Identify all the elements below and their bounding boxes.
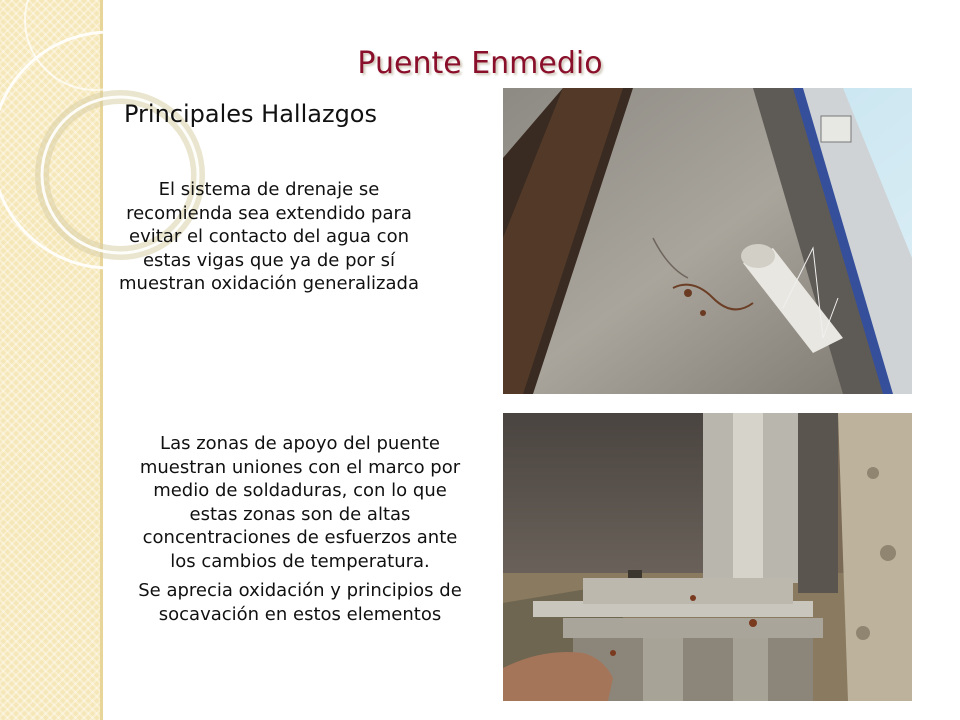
photo-beam-underside (503, 88, 912, 394)
finding-oxidation-paragraph: Se aprecia oxidación y principios de socavación en estos elementos (138, 580, 462, 625)
finding-drainage-text: El sistema de drenaje se recomienda sea extendido para evitar el contacto del agua con estas vigas que ya de por sí muestran oxidación generalizada (119, 179, 419, 294)
finding-supports-paragraph: Las zonas de apoyo del puente muestran uniones con el marco por medio de soldaduras, con lo que estas zonas son de altas concentraciones de esfuerzos ante los cambios de temperatura. (139, 433, 461, 572)
section-heading: Principales Hallazgos (124, 100, 377, 128)
page-title: Puente Enmedio (357, 46, 603, 82)
finding-supports-text (128, 432, 472, 626)
photo-bearing-support (503, 413, 912, 701)
decorative-side-strip (0, 0, 103, 720)
